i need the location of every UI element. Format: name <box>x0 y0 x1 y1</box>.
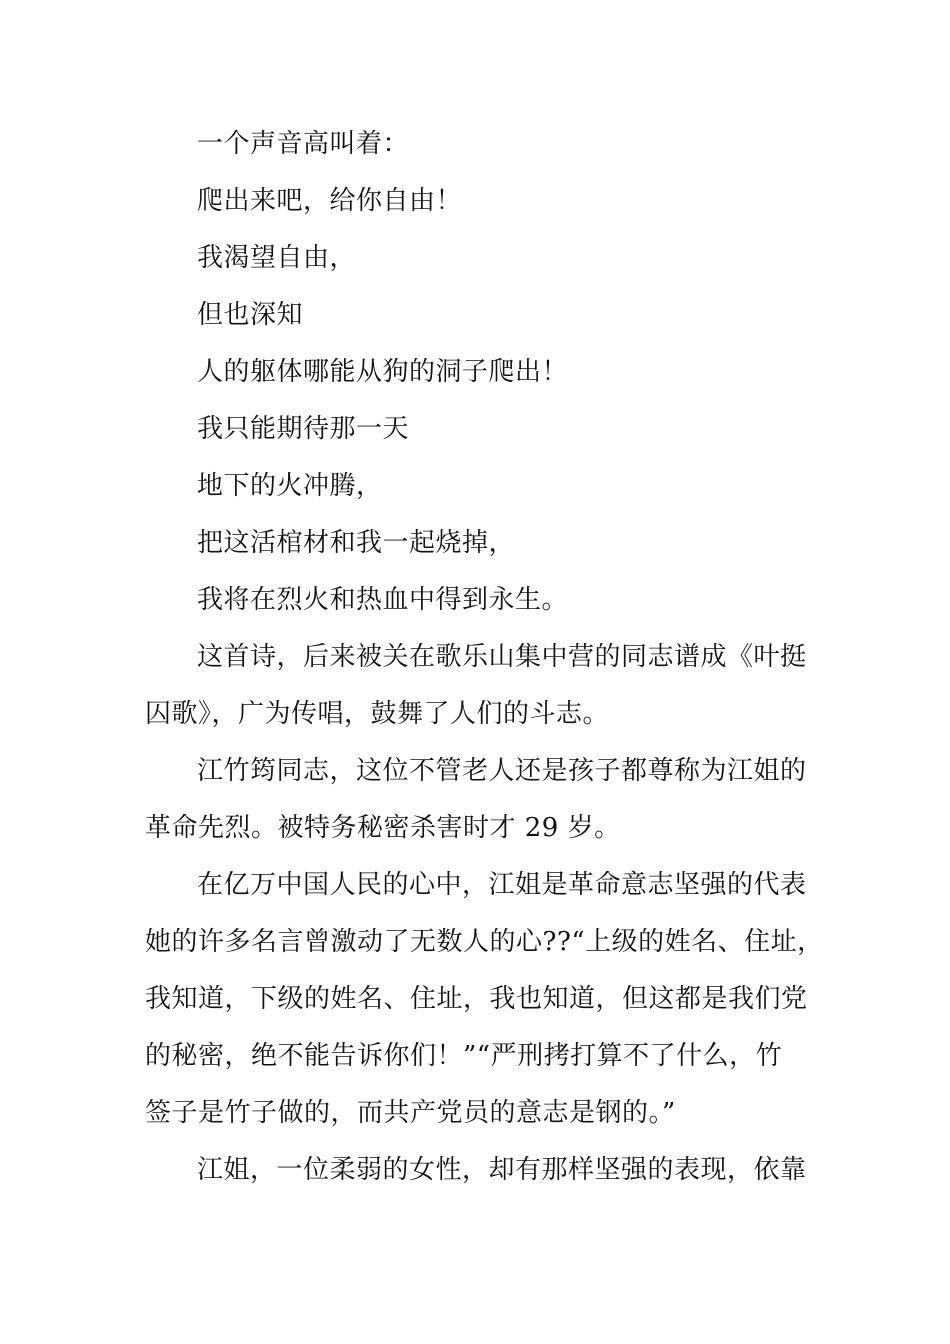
paragraph-line: 江姐，一位柔弱的女性，却有那样坚强的表现，依靠 <box>197 1155 807 1185</box>
document-body <box>145 121 835 1204</box>
paragraph-line: 囚歌》，广为传唱，鼓舞了人们的斗志。 <box>145 699 610 729</box>
poem-line: 但也深知 <box>197 300 304 330</box>
paragraph-line: 我知道，下级的姓名、住址，我也知道，但这都是我们党 <box>145 984 808 1014</box>
poem-line: 我将在烈火和热血中得到永生。 <box>197 585 569 615</box>
poem-line: 人的躯体哪能从狗的洞子爬出！ <box>197 357 569 387</box>
paragraph-line: 的秘密，绝不能告诉你们！”“严刑拷打算不了什么，竹 <box>145 1041 783 1071</box>
poem-line: 爬出来吧，给你自由！ <box>197 186 463 216</box>
paragraph-line: 江竹筠同志，这位不管老人还是孩子都尊称为江姐的 <box>197 756 807 786</box>
poem-line: 我渴望自由， <box>197 243 357 273</box>
poem-line: 一个声音高叫着： <box>197 129 410 159</box>
paragraph-line: 她的许多名言曾激动了无数人的心??“上级的姓名、住址， <box>145 927 824 957</box>
poem-line: 把这活棺材和我一起烧掉， <box>197 528 516 558</box>
paragraph-line: 革命先烈。被特务秘密杀害时才 29 岁。 <box>145 813 621 843</box>
paragraph-line: 这首诗，后来被关在歌乐山集中营的同志谱成《叶挺 <box>197 642 807 672</box>
paragraph-line: 签子是竹子做的，而共产党员的意志是钢的。” <box>145 1098 676 1128</box>
paragraph-line: 在亿万中国人民的心中，江姐是革命意志坚强的代表 <box>197 870 807 900</box>
poem-line: 我只能期待那一天 <box>197 414 410 444</box>
poem-line: 地下的火冲腾， <box>197 471 383 501</box>
